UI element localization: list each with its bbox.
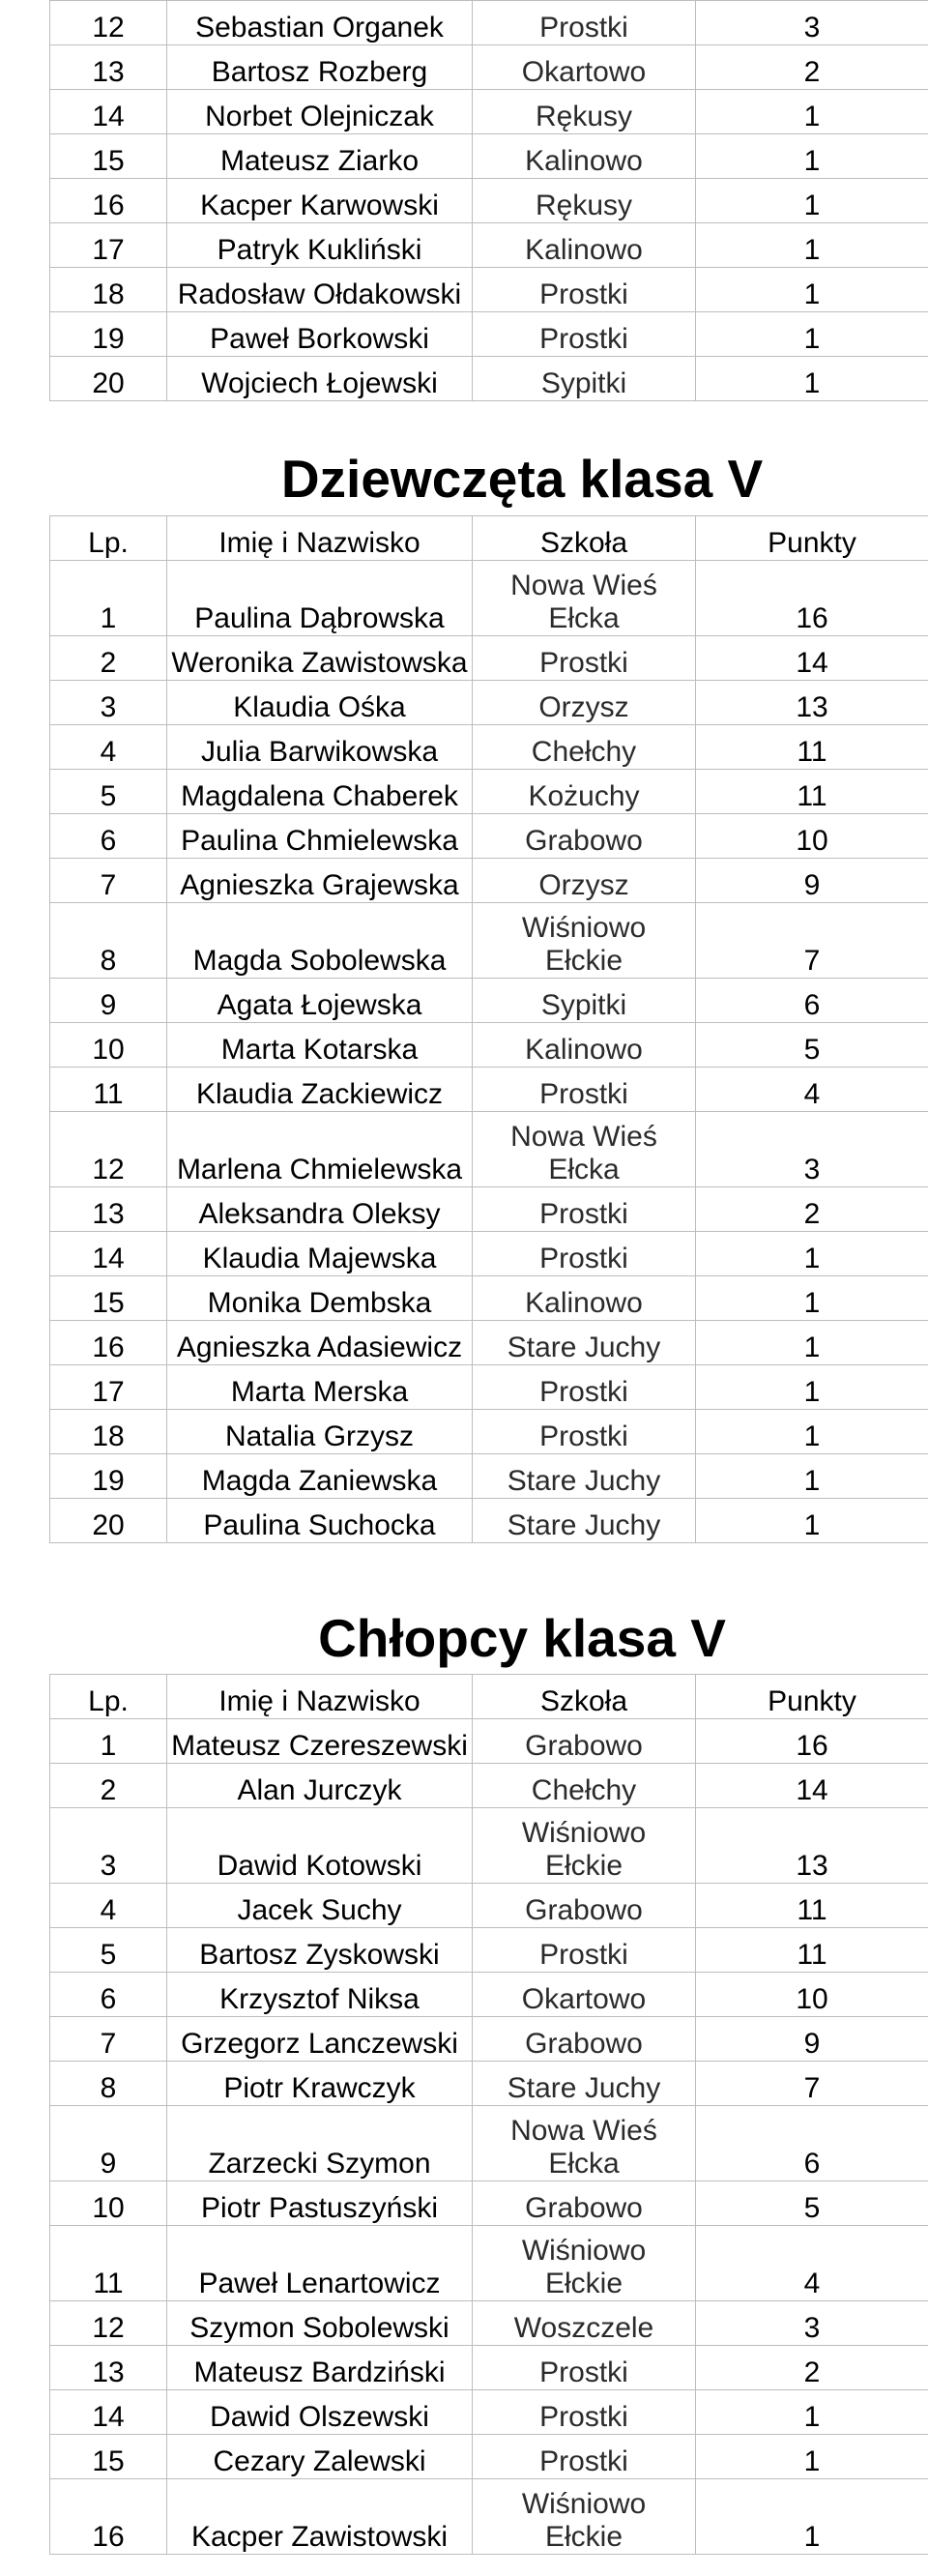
row-points: 11 (696, 1928, 928, 1973)
row-school: Kalinowo (473, 1023, 696, 1068)
header-lp: Lp. (50, 516, 167, 561)
row-name: Bartosz Rozberg (167, 45, 473, 90)
row-school: Chełchy (473, 725, 696, 770)
row-lp: 2 (50, 1764, 167, 1808)
results-table-continued (49, 0, 928, 401)
row-name: Magdalena Chaberek (167, 770, 473, 814)
row-name: Jacek Suchy (167, 1884, 473, 1928)
row-name: Weronika Zawistowska (167, 636, 473, 681)
row-lp: 10 (50, 2181, 167, 2226)
row-lp: 18 (50, 268, 167, 312)
row-name: Klaudia Zackiewicz (167, 1068, 473, 1112)
school-line: Ełckie (544, 1850, 624, 1882)
table-row (50, 2181, 928, 2226)
header-lp: Lp. (50, 1675, 167, 1719)
row-points: 13 (696, 1808, 928, 1884)
table-row (50, 2226, 928, 2301)
row-lp: 17 (50, 1365, 167, 1410)
row-school: Grabowo (473, 2181, 696, 2226)
section-title-boys (0, 1609, 928, 1667)
row-points: 1 (696, 1321, 928, 1365)
header-points: Punkty (696, 516, 928, 561)
row-points: 3 (696, 2301, 928, 2346)
row-points: 1 (696, 179, 928, 223)
table-row (50, 903, 928, 979)
row-points: 13 (696, 681, 928, 725)
table-row (50, 357, 928, 401)
table-row (50, 1, 928, 45)
row-name: Julia Barwikowska (167, 725, 473, 770)
row-lp: 13 (50, 2346, 167, 2390)
row-lp: 14 (50, 1232, 167, 1276)
row-school: Prostki (473, 2390, 696, 2435)
row-name: Agnieszka Grajewska (167, 859, 473, 903)
row-points: 11 (696, 725, 928, 770)
row-points: 1 (696, 2479, 928, 2555)
school-line: Ełcka (548, 602, 620, 634)
row-school: Kożuchy (473, 770, 696, 814)
row-lp: 8 (50, 2062, 167, 2106)
row-points: 2 (696, 2346, 928, 2390)
school-line: Ełcka (548, 1154, 620, 1186)
row-school: Stare Juchy (473, 1321, 696, 1365)
row-name: Wojciech Łojewski (167, 357, 473, 401)
results-table-girls (49, 515, 928, 1543)
row-school: Prostki (473, 268, 696, 312)
row-school: Woszczele (473, 2301, 696, 2346)
table-row (50, 2390, 928, 2435)
row-points: 4 (696, 2226, 928, 2301)
school-line: Nowa Wieś (510, 570, 657, 601)
row-points: 1 (696, 1232, 928, 1276)
row-points: 7 (696, 2062, 928, 2106)
row-points: 1 (696, 1410, 928, 1454)
row-lp: 12 (50, 1, 167, 45)
row-points: 10 (696, 1973, 928, 2017)
row-points: 1 (696, 2390, 928, 2435)
row-lp: 1 (50, 561, 167, 636)
row-name: Dawid Olszewski (167, 2390, 473, 2435)
row-lp: 11 (50, 1068, 167, 1112)
row-name: Paulina Dąbrowska (167, 561, 473, 636)
row-name: Agata Łojewska (167, 979, 473, 1023)
row-school: Orzysz (473, 859, 696, 903)
row-points: 6 (696, 979, 928, 1023)
header-points: Punkty (696, 1675, 928, 1719)
row-points: 6 (696, 2106, 928, 2181)
row-points: 5 (696, 1023, 928, 1068)
row-name: Norbet Olejniczak (167, 90, 473, 134)
table-row (50, 90, 928, 134)
row-lp: 1 (50, 1719, 167, 1764)
row-school (473, 2479, 696, 2555)
header-name: Imię i Nazwisko (167, 516, 473, 561)
table-row (50, 268, 928, 312)
row-school: Prostki (473, 2435, 696, 2479)
row-school: Chełchy (473, 1764, 696, 1808)
row-points: 7 (696, 903, 928, 979)
row-points: 10 (696, 814, 928, 859)
school-line: Wiśniowo (521, 912, 647, 944)
row-school: Stare Juchy (473, 2062, 696, 2106)
row-name: Agnieszka Adasiewicz (167, 1321, 473, 1365)
row-name: Grzegorz Lanczewski (167, 2017, 473, 2062)
row-school: Kalinowo (473, 1276, 696, 1321)
row-school (473, 1808, 696, 1884)
table-row (50, 1232, 928, 1276)
row-name: Radosław Ołdakowski (167, 268, 473, 312)
row-points: 9 (696, 2017, 928, 2062)
row-points: 3 (696, 1, 928, 45)
row-name: Kacper Karwowski (167, 179, 473, 223)
row-name: Natalia Grzysz (167, 1410, 473, 1454)
table-row (50, 636, 928, 681)
row-lp: 12 (50, 2301, 167, 2346)
row-lp: 2 (50, 636, 167, 681)
table-row (50, 859, 928, 903)
table-row (50, 1112, 928, 1187)
row-points: 1 (696, 268, 928, 312)
school-line: Wiśniowo (521, 2488, 647, 2520)
row-name: Piotr Pastuszyński (167, 2181, 473, 2226)
row-name: Marta Merska (167, 1365, 473, 1410)
table-row (50, 2106, 928, 2181)
row-name: Dawid Kotowski (167, 1808, 473, 1884)
row-name: Klaudia Majewska (167, 1232, 473, 1276)
row-school: Orzysz (473, 681, 696, 725)
row-school: Stare Juchy (473, 1454, 696, 1499)
table-row (50, 1928, 928, 1973)
row-name: Monika Dembska (167, 1276, 473, 1321)
row-points: 2 (696, 45, 928, 90)
table-row (50, 681, 928, 725)
row-school (473, 2226, 696, 2301)
row-name: Krzysztof Niksa (167, 1973, 473, 2017)
row-points: 1 (696, 2435, 928, 2479)
row-school: Prostki (473, 2346, 696, 2390)
row-name: Bartosz Zyskowski (167, 1928, 473, 1973)
school-line: Ełckie (544, 945, 624, 977)
row-lp: 15 (50, 2435, 167, 2479)
results-table-boys (49, 1674, 928, 2555)
row-name: Marlena Chmielewska (167, 1112, 473, 1187)
table-row (50, 770, 928, 814)
row-lp: 7 (50, 2017, 167, 2062)
row-name: Mateusz Bardziński (167, 2346, 473, 2390)
row-name: Klaudia Ośka (167, 681, 473, 725)
row-lp: 16 (50, 2479, 167, 2555)
row-school: Kalinowo (473, 223, 696, 268)
table-row (50, 2301, 928, 2346)
row-points: 16 (696, 561, 928, 636)
row-school: Kalinowo (473, 134, 696, 179)
table-row (50, 312, 928, 357)
row-points: 3 (696, 1112, 928, 1187)
row-lp: 19 (50, 1454, 167, 1499)
header-school: Szkoła (473, 516, 696, 561)
row-points: 1 (696, 223, 928, 268)
table-row (50, 1410, 928, 1454)
row-name: Aleksandra Oleksy (167, 1187, 473, 1232)
row-lp: 10 (50, 1023, 167, 1068)
row-school: Stare Juchy (473, 1499, 696, 1543)
row-lp: 13 (50, 45, 167, 90)
row-lp: 5 (50, 770, 167, 814)
section-title-text: Chłopcy klasa V (318, 1608, 726, 1668)
header-name: Imię i Nazwisko (167, 1675, 473, 1719)
table-row (50, 561, 928, 636)
row-name: Paweł Borkowski (167, 312, 473, 357)
row-school: Prostki (473, 1068, 696, 1112)
row-lp: 9 (50, 2106, 167, 2181)
row-school: Grabowo (473, 1719, 696, 1764)
row-lp: 20 (50, 1499, 167, 1543)
row-school: Prostki (473, 1187, 696, 1232)
table-row (50, 223, 928, 268)
row-school: Grabowo (473, 1884, 696, 1928)
row-points: 1 (696, 1276, 928, 1321)
table-row (50, 2479, 928, 2555)
row-lp: 15 (50, 1276, 167, 1321)
row-lp: 11 (50, 2226, 167, 2301)
school-line: Wiśniowo (521, 1817, 647, 1849)
table-row (50, 2017, 928, 2062)
row-name: Mateusz Czereszewski (167, 1719, 473, 1764)
row-points: 4 (696, 1068, 928, 1112)
row-name: Patryk Kukliński (167, 223, 473, 268)
row-lp: 14 (50, 90, 167, 134)
table-row (50, 2346, 928, 2390)
row-name: Magda Zaniewska (167, 1454, 473, 1499)
row-school: Sypitki (473, 979, 696, 1023)
row-points: 14 (696, 1764, 928, 1808)
row-lp: 18 (50, 1410, 167, 1454)
row-name: Zarzecki Szymon (167, 2106, 473, 2181)
row-lp: 16 (50, 1321, 167, 1365)
row-name: Mateusz Ziarko (167, 134, 473, 179)
table-row (50, 45, 928, 90)
table-row (50, 1764, 928, 1808)
row-lp: 17 (50, 223, 167, 268)
table-header-row (50, 1675, 928, 1719)
row-points: 1 (696, 1454, 928, 1499)
table-row (50, 1068, 928, 1112)
table-row (50, 1023, 928, 1068)
table-row (50, 1321, 928, 1365)
row-school: Grabowo (473, 2017, 696, 2062)
school-line: Nowa Wieś (510, 2115, 657, 2147)
row-name: Magda Sobolewska (167, 903, 473, 979)
row-points: 16 (696, 1719, 928, 1764)
row-points: 5 (696, 2181, 928, 2226)
row-lp: 9 (50, 979, 167, 1023)
school-line: Ełcka (548, 2148, 620, 2180)
table-row (50, 1719, 928, 1764)
table-row (50, 1187, 928, 1232)
row-school: Okartowo (473, 45, 696, 90)
row-points: 11 (696, 770, 928, 814)
table-row (50, 1808, 928, 1884)
table-row (50, 1365, 928, 1410)
row-points: 1 (696, 357, 928, 401)
row-school: Prostki (473, 1410, 696, 1454)
row-school (473, 2106, 696, 2181)
row-lp: 7 (50, 859, 167, 903)
row-lp: 13 (50, 1187, 167, 1232)
table-row (50, 979, 928, 1023)
row-lp: 4 (50, 725, 167, 770)
row-name: Marta Kotarska (167, 1023, 473, 1068)
row-lp: 15 (50, 134, 167, 179)
row-lp: 3 (50, 681, 167, 725)
table-row (50, 1454, 928, 1499)
row-school (473, 1112, 696, 1187)
school-line: Ełckie (544, 2521, 624, 2553)
row-name: Cezary Zalewski (167, 2435, 473, 2479)
school-line: Nowa Wieś (510, 1121, 657, 1153)
section-title-girls (0, 450, 928, 508)
row-name: Sebastian Organek (167, 1, 473, 45)
table-row (50, 1884, 928, 1928)
row-points: 14 (696, 636, 928, 681)
row-name: Piotr Krawczyk (167, 2062, 473, 2106)
header-school: Szkoła (473, 1675, 696, 1719)
table-row (50, 814, 928, 859)
row-school: Prostki (473, 1928, 696, 1973)
row-points: 1 (696, 1365, 928, 1410)
row-school: Rękusy (473, 90, 696, 134)
row-lp: 20 (50, 357, 167, 401)
row-points: 1 (696, 90, 928, 134)
row-points: 11 (696, 1884, 928, 1928)
school-line: Wiśniowo (521, 2235, 647, 2267)
row-school: Okartowo (473, 1973, 696, 2017)
row-points: 1 (696, 134, 928, 179)
row-lp: 6 (50, 814, 167, 859)
row-name: Kacper Zawistowski (167, 2479, 473, 2555)
row-school: Prostki (473, 312, 696, 357)
row-name: Paulina Suchocka (167, 1499, 473, 1543)
row-lp: 8 (50, 903, 167, 979)
section-title-text: Dziewczęta klasa V (280, 449, 764, 509)
row-school: Rękusy (473, 179, 696, 223)
row-school: Grabowo (473, 814, 696, 859)
row-school: Prostki (473, 1365, 696, 1410)
row-school: Prostki (473, 1232, 696, 1276)
row-lp: 5 (50, 1928, 167, 1973)
row-school: Prostki (473, 636, 696, 681)
row-points: 2 (696, 1187, 928, 1232)
row-name: Paulina Chmielewska (167, 814, 473, 859)
row-points: 1 (696, 1499, 928, 1543)
row-school: Prostki (473, 1, 696, 45)
row-lp: 6 (50, 1973, 167, 2017)
row-school (473, 561, 696, 636)
table-header-row (50, 516, 928, 561)
row-name: Alan Jurczyk (167, 1764, 473, 1808)
table-row (50, 1499, 928, 1543)
table-row (50, 2435, 928, 2479)
row-name: Paweł Lenartowicz (167, 2226, 473, 2301)
table-row (50, 134, 928, 179)
school-line: Ełckie (544, 2268, 624, 2299)
table-row (50, 179, 928, 223)
row-lp: 19 (50, 312, 167, 357)
row-school: Sypitki (473, 357, 696, 401)
row-name: Szymon Sobolewski (167, 2301, 473, 2346)
row-lp: 3 (50, 1808, 167, 1884)
row-school (473, 903, 696, 979)
table-row (50, 1973, 928, 2017)
row-lp: 16 (50, 179, 167, 223)
table-row (50, 725, 928, 770)
table-row (50, 1276, 928, 1321)
row-points: 1 (696, 312, 928, 357)
row-points: 9 (696, 859, 928, 903)
row-lp: 14 (50, 2390, 167, 2435)
row-lp: 12 (50, 1112, 167, 1187)
table-row (50, 2062, 928, 2106)
row-lp: 4 (50, 1884, 167, 1928)
